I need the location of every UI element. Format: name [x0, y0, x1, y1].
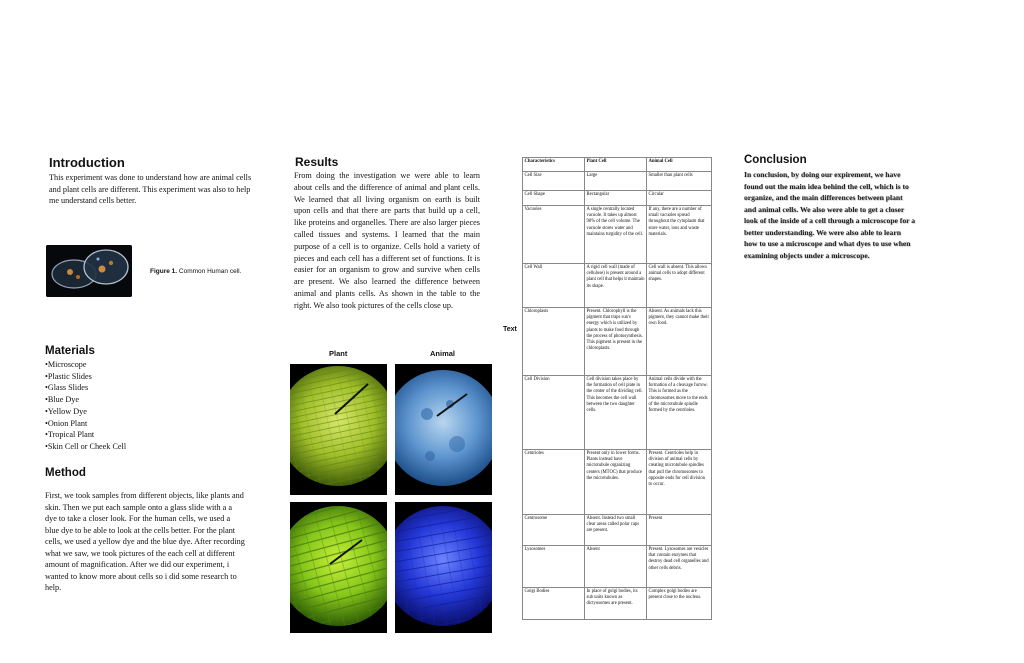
list-item: •Microscope — [45, 360, 87, 369]
table-row — [523, 264, 712, 308]
table-cell: Animal cells divide with the formation of a cleavage furrow. This is formed as the chromosomes move to the ends of the microtubule spindle formed by the centrioles. — [647, 376, 712, 450]
table-row — [523, 450, 712, 515]
table-cell: Cell Size — [523, 172, 585, 191]
table-row — [523, 546, 712, 588]
table-cell: Cell Division — [523, 376, 585, 450]
list-item: •Yellow Dye — [45, 406, 87, 416]
table-header: Characteristics — [523, 158, 585, 172]
table-cell: Cell Shape — [523, 191, 585, 206]
table-cell: Cell wall is absent. This allows animal cells to adopt different shapes. — [647, 264, 712, 308]
table-cell: Present only in lower forms. Plants instead have microtubule organizing centers (MTOC) that produce the microtubules. — [585, 450, 647, 515]
table-row — [523, 588, 712, 620]
table-cell: Absent. Instead two small clear areas called polar caps are present. — [585, 515, 647, 546]
figure-caption — [150, 268, 241, 275]
list-item: •Onion Plant — [45, 418, 88, 428]
conclusion-text: In conclusion, by doing our expirement, we have found out the main idea behind the cell, which is to organize, and the main differences between plant and animal cells. We also were able to get a closer look of the inside of a cell through a microscope for a better understanding. We were also able to learn how to use a microscope and what dyes to use when examining objects under a microscope. — [744, 170, 916, 260]
introduction-text: This experiment was done to understand how are animal cells and plant cells are different. This experiment was also to help me understand cells better. — [49, 173, 252, 205]
table-cell: If any, there are a number of small vacuoles spread throughout the cytoplasm that store water, ions and waste materials. — [647, 206, 712, 264]
table-row — [523, 376, 712, 450]
table-cell: Rectangular — [585, 191, 647, 206]
table-cell: A single centrally located vacuole. It takes up almost 90% of the cell volume. The vacuole stores water and maintains turgidity of the cell. — [585, 206, 647, 264]
results-text: From doing the investigation we were able to learn about cells and the difference of animal and plant cells. We learned that all living organism on earth is built upon cells and that there are parts that build up a cell, like proteins and organelles. There are also larger pieces called tissues and systems. I learned that the main purpose of a cell is to organize. Cells hold a variety of pieces and each cell has a different set of functions. It is easier for an organism to grow and survive when cells are present. We also learned the difference between animal and plants cells. As shown in the table to the right. We also took pictures of the cells close up. — [294, 171, 480, 310]
figure-label: Figure 1. — [150, 268, 178, 275]
table-cell: Vacuoles — [523, 206, 585, 264]
table-row — [523, 515, 712, 546]
results-heading: Results — [295, 155, 339, 169]
table-header: Animal Cell — [647, 158, 712, 172]
plant-cell-micrograph-1 — [290, 364, 387, 495]
table-row — [523, 191, 712, 206]
text-label: Text — [503, 326, 517, 333]
table-cell: Present — [647, 515, 712, 546]
comparison-table — [522, 157, 712, 620]
table-cell: Cell Wall — [523, 264, 585, 308]
table-header-row — [523, 158, 712, 172]
figure-caption-text: Common Human cell. — [177, 268, 242, 275]
table-row — [523, 308, 712, 376]
table-cell: Golgi Bodies — [523, 588, 585, 620]
table-row — [523, 172, 712, 191]
animal-cell-micrograph-1 — [395, 364, 492, 495]
table-cell: Chloroplasts — [523, 308, 585, 376]
table-cell: Circular — [647, 191, 712, 206]
list-item: •Glass Slides — [45, 383, 89, 393]
table-cell: Complex golgi bodies are present close to the nucleus. — [647, 588, 712, 620]
animal-cell-micrograph-2 — [395, 502, 492, 633]
table-header: Plant Cell — [585, 158, 647, 172]
table-row — [523, 206, 712, 264]
plant-cell-micrograph-2 — [290, 502, 387, 633]
animal-label: Animal — [430, 349, 456, 358]
table-cell: Absent. As animals lack this pigment, they cannot make their own food. — [647, 308, 712, 376]
list-item: •Tropical Plant — [45, 430, 95, 440]
table-cell: Centrioles — [523, 450, 585, 515]
table-cell: Lysosomes — [523, 546, 585, 588]
plant-label: Plant — [329, 349, 348, 358]
table-cell: Present. Lysosomes are vesicles that contain enzymes that destroy dead cell organelles and other cells debris. — [647, 546, 712, 588]
table-cell: Present. Chlorophyll is the pigment that traps sun's energy which is utilized by plants to make food through the process of photosynthesis. This pigment is present in the chloroplasts. — [585, 308, 647, 376]
method-text: First, we took samples from different objects, like plants and skin. Then we put each sample onto a glass slide with a a dye to take a closer look. For the human cells, we used a blue dye to be able to look at the cells better. For the plant cells, we used a yellow dye and the blue dye. After recording what we saw, we took pictures of the each cell at different amount of magnification. After we did our experiment, i wanted to know more about cells so i did some research to help. — [45, 491, 245, 592]
method-heading: Method — [45, 467, 86, 479]
list-item: •Plastic Slides — [45, 371, 92, 381]
list-item: •Blue Dye — [45, 395, 80, 405]
table-cell: Centrosome — [523, 515, 585, 546]
table-cell: Present. Centrioles help in division of animal cells by creating microtubule spindles that pull the chromosomes to opposite ends for cell division to occur. — [647, 450, 712, 515]
table-cell: In place of golgi bodies, its sub units known as dictyosomes are present. — [585, 588, 647, 620]
table-cell: Smaller than plant cells — [647, 172, 712, 191]
table-cell: Cell division takes place by the formation of cell plate in the center of the dividing cell. This becomes the cell wall between the two daughter cells. — [585, 376, 647, 450]
table-cell: Large — [585, 172, 647, 191]
materials-list — [45, 359, 126, 453]
conclusion-heading: Conclusion — [744, 154, 807, 166]
table-cell: A rigid cell wall (made of cellulose) is present around a plant cell that helps it maintain its shape. — [585, 264, 647, 308]
list-item: •Skin Cell or Cheek Cell — [45, 441, 127, 451]
human-cell-image — [46, 245, 132, 297]
introduction-heading: Introduction — [49, 155, 125, 170]
table-cell: Absent — [585, 546, 647, 588]
materials-heading: Materials — [45, 345, 95, 357]
